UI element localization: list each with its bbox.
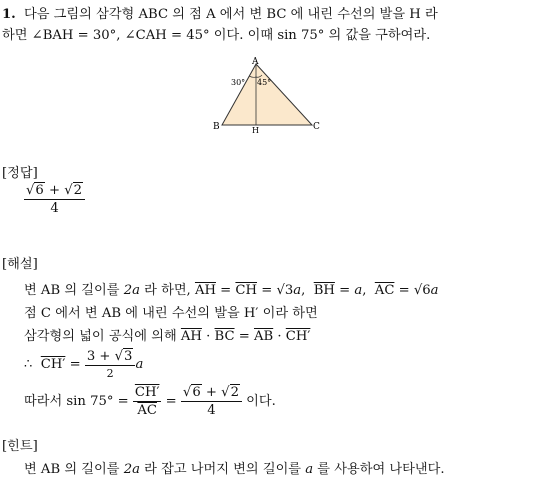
answer-numerator: √6 + √2 [24,184,85,200]
explanation-line-3: 삼각형의 넓이 공식에 의해 $\overline{AH} \cdot \overline{BC} = \overline{AB} \cdot CH'$ [24,329,311,344]
explanation-line-2: 점 C 에서 변 AB 에 내린 수선의 발을 H′ 이라 하면 [24,306,318,321]
answer-rad-1: 6 [35,183,44,198]
vertex-label-b: B [213,122,220,132]
answer-denominator: 4 [50,201,59,217]
angle-label-left: 30° [231,78,246,87]
vertex-label-a: A [252,57,259,67]
sin-result-fraction: $\frac{√6 + √2}{4}$ [181,386,242,417]
answer-fraction [24,184,85,215]
answer-rad-2: 2 [73,183,83,198]
sin-ratio-fraction: $\frac{CH'}{AC}$ [134,385,160,419]
vertex-label-h: H [252,126,259,135]
explanation-line-4: ∴ CH′ = $\frac{3 + √3}{2}$ a [24,349,144,381]
explanation-line-5: 따라서 sin 75° = $\frac{CH'}{AC}$ = $\frac{√6 + √2}{4}$ 이다. [24,385,276,419]
explanation-line-1: 변 AB 의 길이를 2a 라 하면, $\overline{AH} = \overline{CH} = √3a$, $\overline{BH} = a$, $\overline{AC} = √6a$ [24,283,439,298]
problem-line-2: 하면 ∠BAH = 30°, ∠CAH = 45° 이다. 이때 sin 75° 의 값을 구하여라. [2,28,431,43]
hint-line: 변 AB 의 길이를 2a 라 잡고 나머지 변의 길이를 a 를 사용하여 나타낸다. [24,462,445,477]
triangle-figure [200,56,340,136]
answer-value [24,184,85,215]
angle-label-right: 45° [257,78,272,87]
hint-header: [힌트] [2,439,38,454]
vertex-label-c: C [313,122,320,132]
chp-fraction: $\frac{3 + √3}{2}$ [85,350,136,379]
problem-number: 1. [2,7,16,22]
triangle-shape [222,64,312,125]
explanation-header: [해설] [2,257,38,272]
answer-header: [정답] [2,166,38,181]
problem-line-1: 다음 그림의 삼각형 ABC 의 점 A 에서 변 BC 에 내린 수선의 발을 H 라 [24,7,438,22]
